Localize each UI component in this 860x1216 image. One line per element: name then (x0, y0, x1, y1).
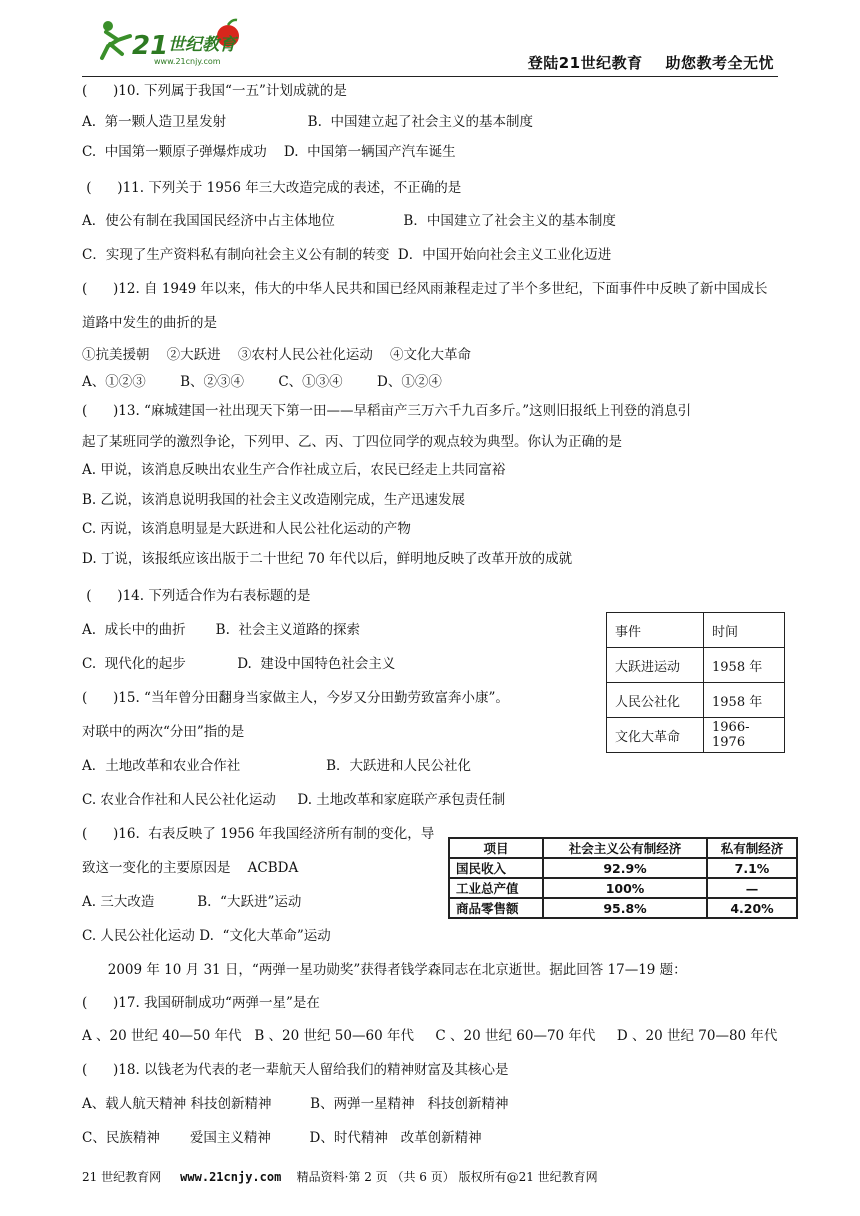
table-header-cell: 私有制经济 (707, 838, 797, 858)
question-18-stem: ( )18. 以钱老为代表的老一辈航天人留给我们的精神财富及其核心是 (82, 1062, 509, 1078)
question-16-options: A. 三大改造 B. “大跃进”运动 (82, 894, 302, 910)
question-10-options: A. 第一颗人造卫星发射 B. 中国建立起了社会主义的基本制度 (82, 114, 533, 130)
table-cell: 文化大革命 (607, 718, 704, 753)
table-row (449, 838, 797, 858)
table-row (607, 648, 785, 683)
question-10-options: C. 中国第一颗原子弹爆炸成功 D. 中国第一辆国产汽车诞生 (82, 144, 456, 160)
footer-site-name: 21 世纪教育网 (82, 1170, 162, 1184)
question-14-options: C. 现代化的起步 D. 建设中国特色社会主义 (82, 656, 396, 672)
question-16-stem: 致这一变化的主要原因是 ACBDA (82, 860, 299, 876)
svg-text:21: 21 (132, 31, 169, 61)
header-slogan: 登陆21世纪教育 助您教考全无忧 (527, 54, 774, 72)
question-11-stem: ( )11. 下列关于 1956 年三大改造完成的表述，不正确的是 (82, 180, 462, 196)
table-header-cell: 事件 (607, 613, 704, 648)
table-row (449, 878, 797, 898)
question-13-option-c: C. 丙说，该消息明显是大跃进和人民公社化运动的产物 (82, 521, 411, 537)
question-14-stem: ( )14. 下列适合作为右表标题的是 (82, 588, 311, 604)
header-divider (82, 76, 778, 77)
table-cell: 92.9% (543, 858, 707, 878)
question-18-options: C、民族精神 爱国主义精神 D、时代精神 改革创新精神 (82, 1130, 482, 1146)
table-cell: 4.20% (707, 898, 797, 918)
question-13-option-b: B. 乙说，该消息说明我国的社会主义改造刚完成，生产迅速发展 (82, 492, 466, 508)
footer-url[interactable]: www.21cnjy.com (180, 1170, 282, 1184)
table-header-cell: 项目 (449, 838, 543, 858)
question-15-options: A．土地改革和农业合作社 B．大跃进和人民公社化 (82, 758, 471, 774)
page-footer (82, 1168, 598, 1185)
table-cell: 人民公社化 (607, 683, 704, 718)
svg-text:www.21cnjy.com: www.21cnjy.com (154, 57, 221, 66)
events-table (606, 612, 785, 753)
question-18-options: A、载人航天精神 科技创新精神 B、两弹一星精神 科技创新精神 (82, 1096, 509, 1112)
question-13-option-a: A. 甲说，该消息反映出农业生产合作社成立后，农民已经走上共同富裕 (82, 462, 506, 478)
question-12-stem: 道路中发生的曲折的是 (82, 315, 217, 331)
table-cell: 1958 年 (704, 683, 785, 718)
question-10-stem: ( )10. 下列属于我国“一五”计划成就的是 (82, 83, 347, 99)
table-header-cell: 社会主义公有制经济 (543, 838, 707, 858)
table-cell: 1958 年 (704, 648, 785, 683)
footer-page-info: 精品资料·第 2 页 （共 6 页） 版权所有@21 世纪教育网 (296, 1170, 598, 1184)
table-row (449, 858, 797, 878)
question-15-stem: ( )15. “当年曾分田翻身当家做主人，今岁又分田勤劳致富奔小康”。 (82, 690, 509, 706)
table-cell: 95.8% (543, 898, 707, 918)
question-16-options: C. 人民公社化运动 D. “文化大革命”运动 (82, 928, 331, 944)
question-11-options: C．实现了生产资料私有制向社会主义公有制的转变 D．中国开始向社会主义工业化迈进 (82, 247, 612, 263)
site-logo (96, 14, 246, 70)
table-row (607, 718, 785, 753)
table-cell: 工业总产值 (449, 878, 543, 898)
question-12-items: ①抗美援朝 ②大跃进 ③农村人民公社化运动 ④文化大革命 (82, 347, 471, 363)
question-15-options: C. 农业合作社和人民公社化运动 D. 土地改革和家庭联产承包责任制 (82, 792, 506, 808)
economy-table (448, 837, 798, 919)
table-cell: 7.1% (707, 858, 797, 878)
question-17-options: A 、20 世纪 40—50 年代 B 、20 世纪 50—60 年代 C 、20 世纪 60—70 年代 D 、20 世纪 70—80 年代 (82, 1028, 778, 1044)
table-cell: 商品零售额 (449, 898, 543, 918)
table-cell: 国民收入 (449, 858, 543, 878)
table-row (607, 613, 785, 648)
table-cell: — (707, 878, 797, 898)
svg-text:世纪教育: 世纪教育 (168, 35, 236, 55)
question-14-options: A. 成长中的曲折 B. 社会主义道路的探索 (82, 622, 360, 638)
question-15-stem: 对联中的两次“分田”指的是 (82, 724, 245, 740)
table-cell: 1966-1976 (704, 718, 785, 753)
question-13-stem: ( )13. “麻城建国一社出现天下第一田——早稻亩产三万六千九百多斤。”这则旧报纸上刊登的消息引 (82, 403, 692, 419)
table-cell: 大跃进运动 (607, 648, 704, 683)
question-11-options: A．使公有制在我国国民经济中占主体地位 B．中国建立了社会主义的基本制度 (82, 213, 616, 229)
question-12-stem: ( )12. 自 1949 年以来，伟大的中华人民共和国已经风雨兼程走过了半个多世纪，下面事件中反映了新中国成长 (82, 281, 768, 297)
question-12-options: A、①②③ B、②③④ C、①③④ D、①②④ (82, 374, 442, 390)
question-17-stem: ( )17. 我国研制成功“两弹一星”是在 (82, 995, 320, 1011)
question-13-stem: 起了某班同学的激烈争论，下列甲、乙、丙、丁四位同学的观点较为典型。你认为正确的是 (82, 434, 622, 450)
table-header-cell: 时间 (704, 613, 785, 648)
table-row (607, 683, 785, 718)
logo-graphic (96, 14, 246, 70)
question-13-option-d: D. 丁说，该报纸应该出版于二十世纪 70 年代以后，鲜明地反映了改革开放的成就 (82, 551, 573, 567)
question-16-stem: ( )16. 右表反映了 1956 年我国经济所有制的变化，导 (82, 826, 435, 842)
table-cell: 100% (543, 878, 707, 898)
reading-passage: 2009 年 10 月 31 日，“两弹一星功勋奖”获得者钱学森同志在北京逝世。据此回答 17—19 题： (82, 962, 687, 978)
table-row (449, 898, 797, 918)
